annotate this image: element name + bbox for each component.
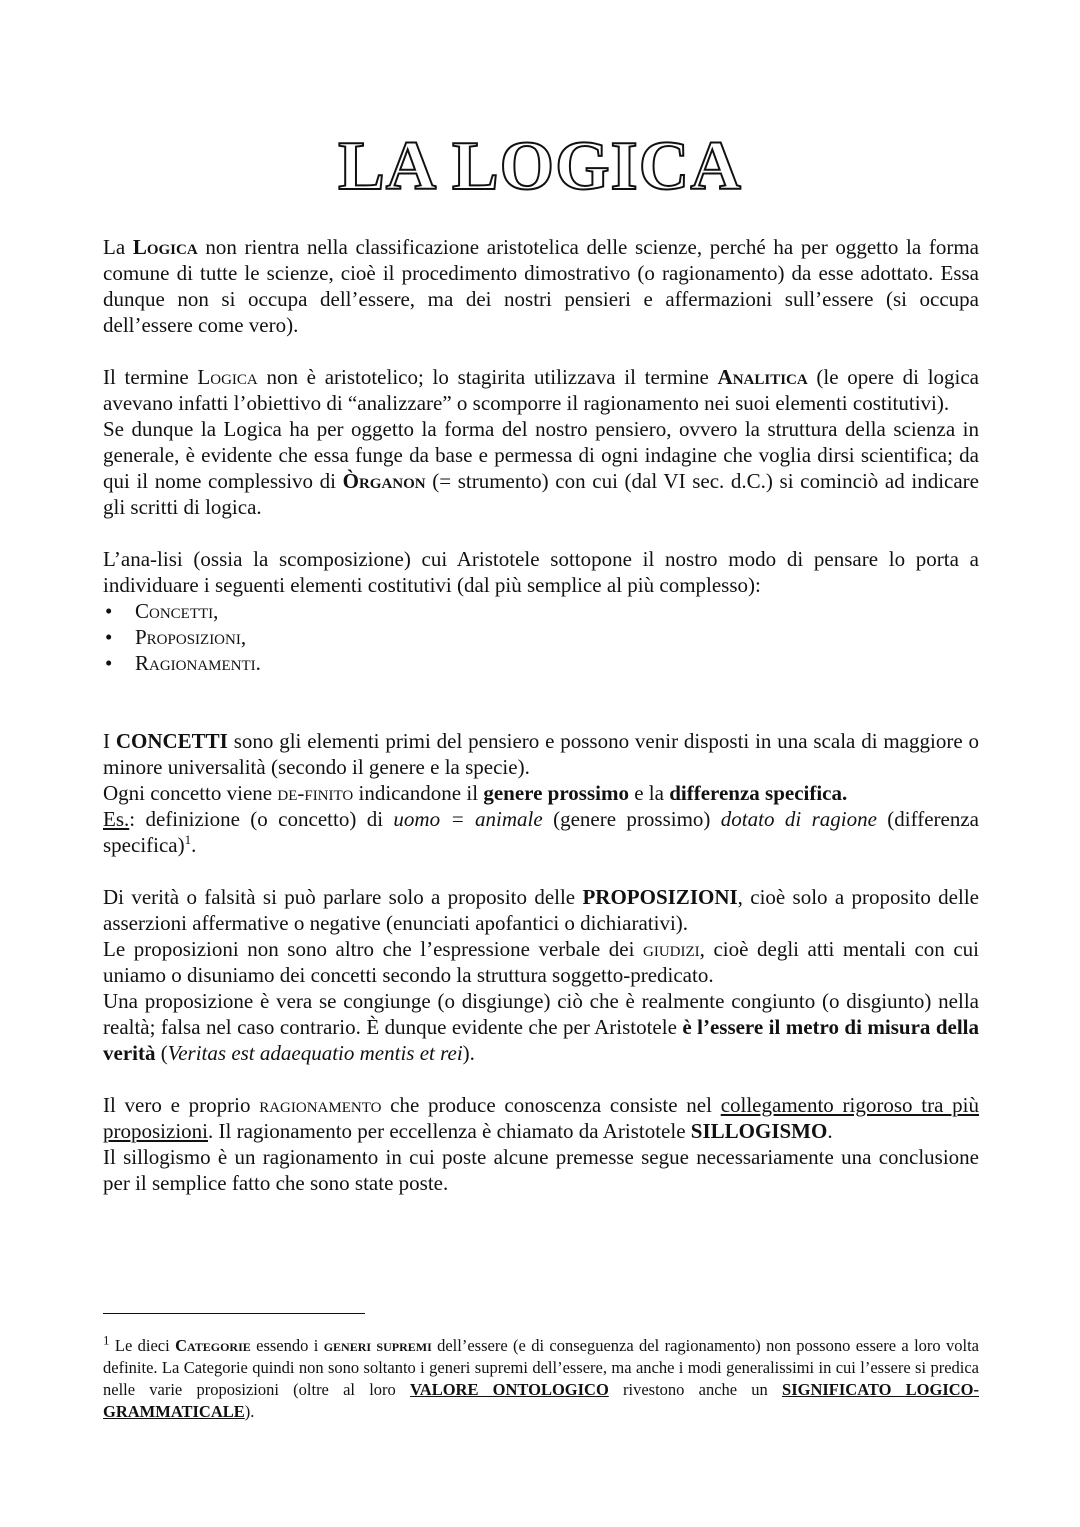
- term-proposizioni: PROPOSIZIONI: [582, 885, 738, 909]
- text-run: ).: [244, 1402, 255, 1421]
- paragraph-sillogismo: Il sillogismo è un ragionamento in cui poste alcune premesse segue necessariamente una conclusione per il semplice fatto che sono state poste.: [103, 1145, 979, 1195]
- text-run: Una proposizione è vera se congiunge (o disgiunge) ciò che è realmente congiunto (o disgiunto) nella realtà; falsa nel caso contrario. È dunque evidente che per Aristotele: [103, 989, 979, 1039]
- bullet-icon: •: [105, 625, 113, 649]
- text-run: non è aristotelico; lo stagirita utilizzava il termine: [257, 365, 718, 389]
- term-analitica: Analitica: [717, 365, 808, 389]
- text-run: ).: [462, 1041, 475, 1065]
- paragraph-esempio: [103, 806, 979, 858]
- paragraph-organon: [103, 416, 979, 520]
- text-run: (genere prossimo): [542, 807, 721, 831]
- text-run: (differenza specifica): [103, 807, 980, 857]
- underlined-phrase: collegamento rigoroso tra più proposizioni: [103, 1093, 979, 1143]
- footnote-number: 1: [103, 1332, 110, 1348]
- text-run: (= strumento) con cui (dal VI sec. d.C.) si cominciò ad indicare gli scritti di logica.: [103, 469, 979, 519]
- term-concetti: CONCETTI: [115, 729, 228, 753]
- text-run: Il vero e proprio: [103, 1093, 260, 1117]
- text-run: rivestono anche un: [608, 1380, 783, 1399]
- list-item-label: Concetti,: [135, 599, 219, 623]
- text-run: indicandone il: [353, 781, 484, 805]
- text-run: , cioè degli atti mentali con cui uniamo o disuniamo dei concetti secondo la struttura soggetto-predicato.: [103, 937, 979, 987]
- bullet-icon: •: [105, 599, 113, 623]
- term-giudizi: giudizi: [643, 937, 700, 961]
- term-sillogismo: SILLOGISMO: [690, 1119, 828, 1143]
- term-metro-verita: è l’essere il metro di misura della verità: [103, 1015, 979, 1065]
- text-run: Le dieci: [109, 1336, 176, 1355]
- text-run: .: [191, 833, 197, 857]
- term-genere-prossimo: genere prossimo: [483, 781, 629, 805]
- list-item-label: Proposizioni,: [135, 625, 247, 649]
- text-run: . Il ragionamento per eccellenza è chiamato da Aristotele: [208, 1119, 691, 1143]
- footnote: [103, 1332, 980, 1423]
- text-run: La: [103, 235, 133, 259]
- text-run: : definizione (o concetto) di: [129, 807, 394, 831]
- paragraph-ragionamento: [103, 1092, 979, 1144]
- term-differenza-specifica: differenza specifica.: [669, 781, 848, 805]
- list-item: [103, 598, 979, 624]
- text-run: (le opere di logica avevano infatti l’obiettivo di “analizzare” o scomporre il ragionamento nei suoi elementi costitutivi).: [103, 365, 980, 415]
- paragraph-analitica: [103, 364, 979, 416]
- text-run: (: [155, 1041, 168, 1065]
- paragraph-giudizi: [103, 936, 979, 988]
- list-item: [103, 624, 979, 650]
- term-categorie: Categorie: [175, 1336, 251, 1355]
- text-run: e la: [628, 781, 670, 805]
- text-run: non rientra nella classificazione aristotelica delle scienze, perché ha per oggetto la forma comune di tutte le scienze, cioè il procedimento dimostrativo (o ragionamento) da esse adottato. Essa dunque non si occupa dell’essere, ma dei nostri pensieri e affermazioni sull’essere (si occupa dell’essere come vero).: [103, 235, 979, 337]
- footnote-reference[interactable]: 1: [184, 832, 192, 847]
- latin-quote: Veritas est adaequatio mentis et rei: [167, 1041, 463, 1065]
- term-logica-smallcaps: Logica: [197, 365, 258, 389]
- text-run: sono gli elementi primi del pensiero e possono venir disposti in una scala di maggiore o minore universalità (secondo il genere e la specie).: [103, 729, 979, 779]
- main-text: [103, 234, 979, 1196]
- paragraph-verita: [103, 988, 979, 1066]
- text-run: essendo i: [250, 1336, 324, 1355]
- text-run: che produce conoscenza consiste nel: [381, 1093, 721, 1117]
- term-valore-ontologico: VALORE ONTOLOGICO: [410, 1380, 609, 1399]
- example-uomo: uomo = animale: [393, 807, 543, 831]
- elements-list: [103, 598, 979, 676]
- text-run: Di verità o falsità si può parlare solo a proposito delle: [103, 885, 583, 909]
- list-item: [103, 650, 979, 676]
- paragraph-concetti: [103, 728, 979, 780]
- paragraph-logica-definition: [103, 234, 979, 338]
- paragraph-analisi: L’ana-lisi (ossia la scomposizione) cui Aristotele sottopone il nostro modo di pensare lo porta a individuare i seguenti elementi costitutivi (dal più semplice al più complesso):: [103, 547, 979, 597]
- page-title: LA LOGICA: [338, 128, 742, 205]
- bullet-icon: •: [105, 651, 113, 675]
- example-label: Es.: [103, 807, 130, 831]
- text-run: Ogni concetto viene: [103, 781, 278, 805]
- term-significato-logico: SIGNIFICATO LOGICO-GRAMMATICALE: [103, 1380, 979, 1421]
- term-ragionamento: ragionamento: [259, 1093, 382, 1117]
- term-definito: de-finito: [277, 781, 354, 805]
- text-run: Il termine: [103, 365, 198, 389]
- text-run: dell’essere (e di conseguenza del ragionamento) non possono essere a loro volta definite. La Categorie quindi non sono soltanto i generi supremi dell’essere, ma anche i modi generalissimi in cui l’essere si predica nelle varie proposizioni (oltre al loro: [103, 1336, 980, 1399]
- paragraph-definizione: [103, 780, 979, 806]
- text-run: Le proposizioni non sono altro che l’espressione verbale dei: [103, 937, 644, 961]
- text-run: .: [827, 1119, 833, 1143]
- term-generi-supremi: generi supremi: [323, 1336, 432, 1355]
- example-dotato: dotato di ragione: [720, 807, 877, 831]
- text-run: I: [103, 729, 116, 753]
- text-run: , cioè solo a proposito delle asserzioni affermative o negative (enunciati apofantici o dichiarativi).: [103, 885, 979, 935]
- list-item-label: Ragionamenti.: [135, 651, 261, 675]
- footnote-divider: [103, 1313, 365, 1314]
- paragraph-proposizioni: [103, 884, 979, 936]
- text-run: Se dunque la Logica ha per oggetto la forma del nostro pensiero, ovvero la struttura della scienza in generale, è evidente che essa funge da base e permessa di ogni indagine che voglia dirsi scientifica; da qui il nome complessivo di: [103, 417, 979, 493]
- term-organon: Òrganon: [342, 469, 426, 493]
- term-logica: Logica: [132, 235, 198, 259]
